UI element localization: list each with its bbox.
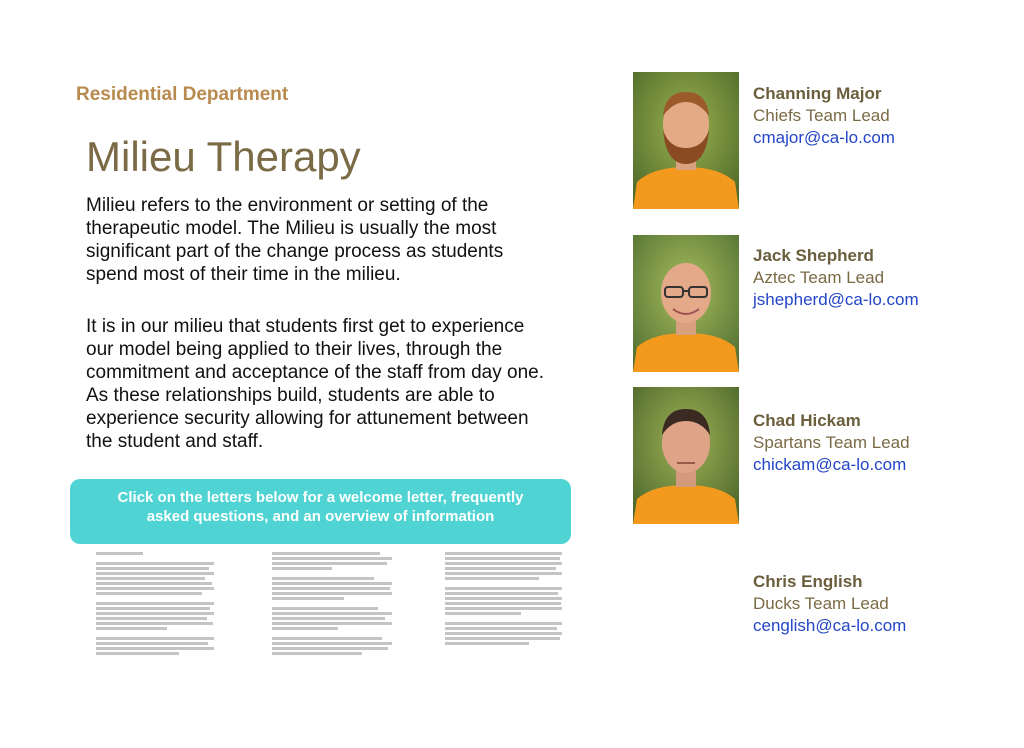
paragraph-line: the student and staff. <box>86 431 264 452</box>
callout-line: Click on the letters below for a welcome letter, frequently <box>117 489 524 506</box>
page-title: Milieu Therapy <box>86 133 361 180</box>
staff-role: Ducks Team Lead <box>753 594 889 613</box>
staff-email-link[interactable]: cenglish@ca-lo.com <box>753 616 907 635</box>
paragraph-line: Milieu refers to the environment or setting of the <box>86 195 489 216</box>
staff-card-channing-major <box>753 83 895 149</box>
overview-letter-thumbnail[interactable] <box>445 552 562 680</box>
channing-major-photo <box>633 72 739 209</box>
staff-name: Jack Shepherd <box>753 246 874 265</box>
paragraph-line: significant part of the change process as students <box>86 241 504 262</box>
paragraph-line: our model being applied to their lives, through the <box>86 339 503 360</box>
detail-paragraph <box>86 315 596 453</box>
staff-name: Chad Hickam <box>753 411 861 430</box>
staff-email-link[interactable]: cmajor@ca-lo.com <box>753 128 895 147</box>
paragraph-line: therapeutic model. The Milieu is usually the most <box>86 218 497 239</box>
staff-email-link[interactable]: jshepherd@ca-lo.com <box>753 290 919 309</box>
staff-role: Aztec Team Lead <box>753 268 885 287</box>
welcome-letter-thumbnail[interactable] <box>96 552 214 680</box>
callout-line: asked questions, and an overview of information <box>146 508 495 525</box>
staff-name: Chris English <box>753 572 863 591</box>
paragraph-line: experience security allowing for attunement between <box>86 408 529 429</box>
intro-paragraph <box>86 194 596 286</box>
staff-card-jack-shepherd <box>753 245 919 311</box>
paragraph-line: commitment and acceptance of the staff from day one. <box>86 362 545 383</box>
staff-card-chris-english <box>753 571 906 637</box>
department-label: Residential Department <box>76 84 289 105</box>
staff-name: Channing Major <box>753 84 882 103</box>
letters-callout <box>70 479 571 544</box>
faq-letter-thumbnail[interactable] <box>272 552 392 680</box>
jack-shepherd-photo <box>633 235 739 372</box>
staff-role: Spartans Team Lead <box>753 433 910 452</box>
staff-role: Chiefs Team Lead <box>753 106 890 125</box>
paragraph-line: It is in our milieu that students first get to experience <box>86 316 525 337</box>
staff-email-link[interactable]: chickam@ca-lo.com <box>753 455 907 474</box>
staff-card-chad-hickam <box>753 410 910 476</box>
paragraph-line: spend most of their time in the milieu. <box>86 264 401 285</box>
chad-hickam-photo <box>633 387 739 524</box>
paragraph-line: As these relationships build, students are able to <box>86 385 495 406</box>
